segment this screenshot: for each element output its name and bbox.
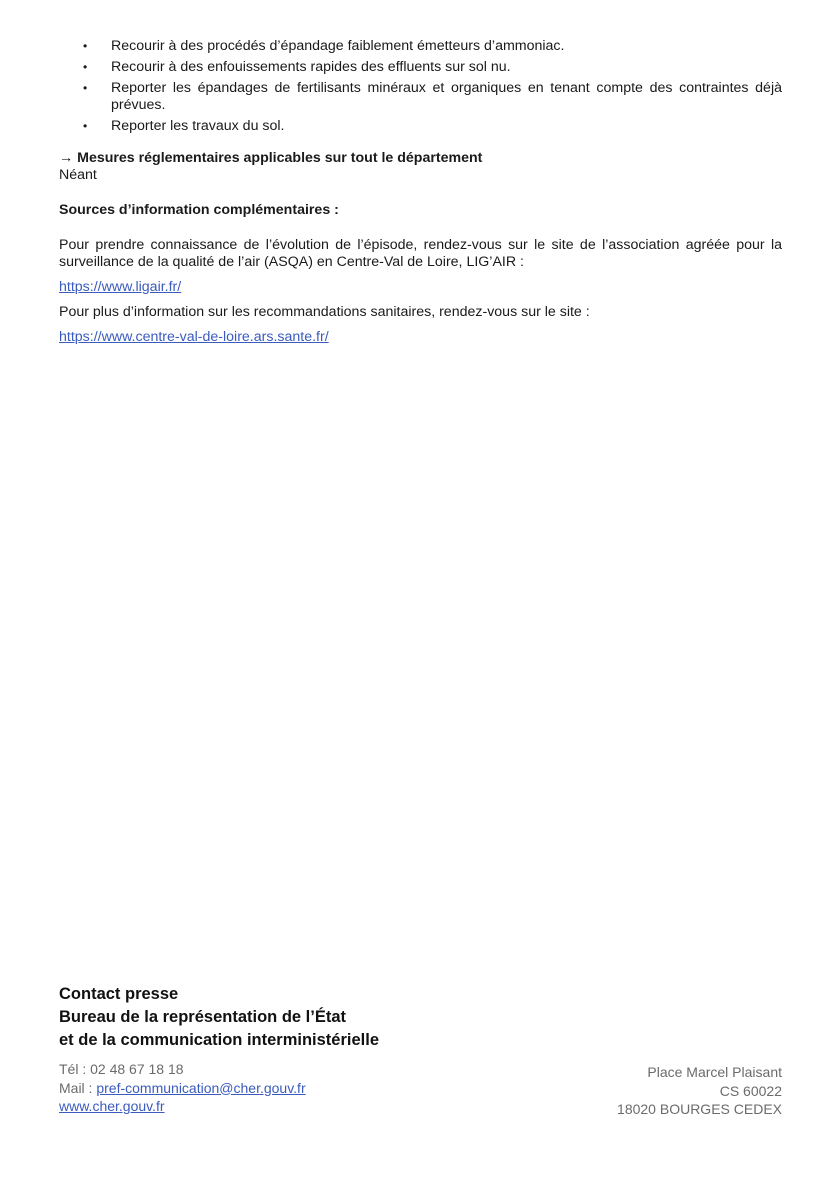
- list-item: [59, 118, 782, 135]
- document-body: [59, 38, 782, 346]
- mail-link[interactable]: pref-communication@cher.gouv.fr: [96, 1079, 306, 1096]
- address-line: CS 60022: [719, 1082, 782, 1099]
- ars-link[interactable]: https://www.centre-val-de-loire.ars.sante.fr/: [59, 329, 329, 345]
- sources-paragraph-ligair: Pour prendre connaissance de l’évolution de l’épisode, rendez-vous sur le site de l’association agréée pour la surveillance de la qualité de l’air (ASQA) en Centre-Val de Loire, LIG’AIR :: [59, 237, 782, 270]
- postal-address: [617, 1063, 782, 1119]
- address-line: Place Marcel Plaisant: [647, 1064, 782, 1080]
- list-item-text: Reporter les épandages de fertilisants minéraux et organiques en tenant compte des contraintes déjà prévues.: [111, 80, 782, 113]
- list-item-text: Recourir à des procédés d’épandage faiblement émetteurs d’ammoniac.: [111, 38, 565, 54]
- list-item-text: Reporter les travaux du sol.: [111, 118, 285, 134]
- list-item: [59, 80, 782, 114]
- bullet-icon: •: [83, 60, 88, 74]
- list-item-text: Recourir à des enfouissements rapides des effluents sur sol nu.: [111, 59, 511, 75]
- contact-title-line: Bureau de la représentation de l’État: [59, 1008, 346, 1026]
- sources-paragraph-ars: Pour plus d’information sur les recommandations sanitaires, rendez-vous sur le site :: [59, 304, 590, 320]
- address-line: 18020 BOURGES CEDEX: [617, 1101, 782, 1117]
- contact-phone: Tél : 02 48 67 18 18: [59, 1061, 184, 1077]
- bullet-icon: •: [83, 119, 88, 133]
- measures-value: Néant: [59, 167, 97, 183]
- list-item: [59, 38, 782, 55]
- list-item: [59, 59, 782, 76]
- sources-heading: Sources d’information complémentaires :: [59, 202, 339, 218]
- mail-label: Mail :: [59, 1079, 97, 1096]
- bullet-icon: •: [83, 39, 88, 53]
- contact-title-line: Contact presse: [59, 985, 179, 1003]
- contact-title-line: et de la communication interministérielle: [59, 1031, 380, 1049]
- measures-heading: → Mesures réglementaires applicables sur tout le département: [59, 150, 483, 166]
- recommendation-list: [59, 38, 782, 135]
- bullet-icon: •: [83, 81, 88, 95]
- press-contact-footer: [59, 983, 782, 1116]
- website-link[interactable]: www.cher.gouv.fr: [59, 1098, 165, 1114]
- ligair-link[interactable]: https://www.ligair.fr/: [59, 279, 182, 295]
